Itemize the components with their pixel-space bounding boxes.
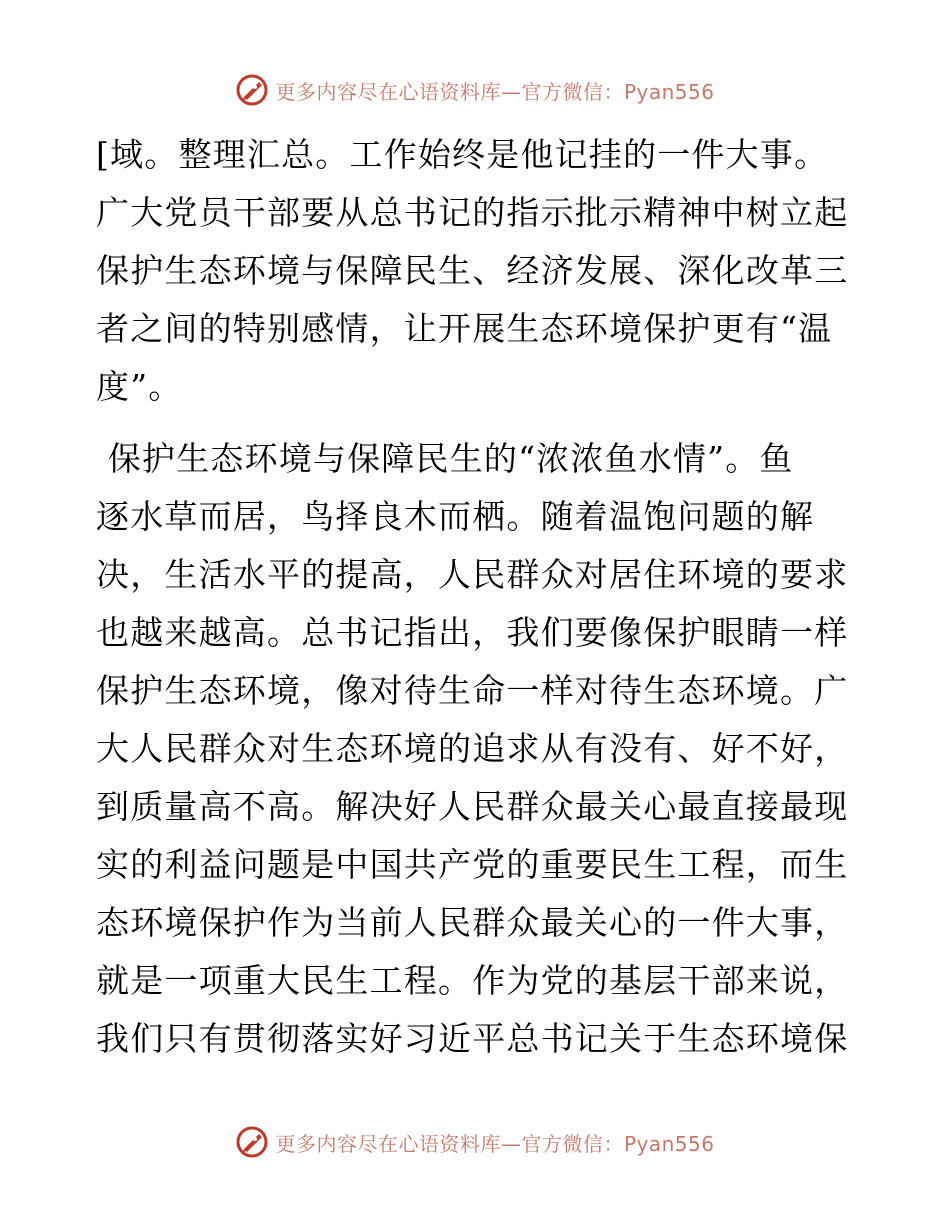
paragraph-gap — [96, 416, 856, 430]
text-line: 广大党员干部要从总书记的指示批示精神中树立起 — [96, 193, 849, 232]
footer-banner-text: 更多内容尽在心语资料库—官方微信：Pyan556 — [275, 1131, 715, 1156]
text-line: 度”。 — [96, 367, 183, 406]
paragraph-2 — [96, 430, 856, 1068]
text-line: 保护生态环境，像对待生命一样对待生态环境。广 — [96, 671, 849, 710]
document-body — [96, 126, 856, 1068]
text-line: 保护生态环境与保障民生、经济发展、深化改革三 — [96, 251, 849, 290]
text-line: 到质量高不高。解决好人民群众最关心最直接最现 — [96, 787, 849, 826]
header-banner — [0, 72, 950, 108]
text-line: 保护生态环境与保障民生的“浓浓鱼水情”。鱼 — [96, 439, 794, 478]
header-banner-text: 更多内容尽在心语资料库—官方微信：Pyan556 — [275, 79, 715, 104]
text-line: 实的利益问题是中国共产党的重要民生工程，而生 — [96, 845, 849, 884]
text-line: 也越来越高。总书记指出，我们要像保护眼睛一样 — [96, 613, 849, 652]
text-line: 大人民群众对生态环境的追求从有没有、好不好， — [96, 729, 849, 768]
text-line: 态环境保护作为当前人民群众最关心的一件大事， — [96, 903, 849, 942]
text-line: 逐水草而居，鸟择良木而栖。随着温饱问题的解 — [96, 497, 815, 536]
text-line: 我们只有贯彻落实好习近平总书记关于生态环境保 — [96, 1019, 849, 1058]
text-line: [域。整理汇总。工作始终是他记挂的一件大事。 — [96, 135, 829, 174]
text-line: 者之间的特别感情，让开展生态环境保护更有“温 — [96, 309, 833, 348]
paragraph-1 — [96, 126, 856, 416]
footer-banner — [0, 1124, 950, 1160]
text-line: 决，生活水平的提高，人民群众对居住环境的要求 — [96, 555, 849, 594]
quill-logo-icon — [235, 1125, 269, 1159]
quill-logo-icon — [235, 73, 269, 107]
text-line: 就是一项重大民生工程。作为党的基层干部来说， — [96, 961, 849, 1000]
